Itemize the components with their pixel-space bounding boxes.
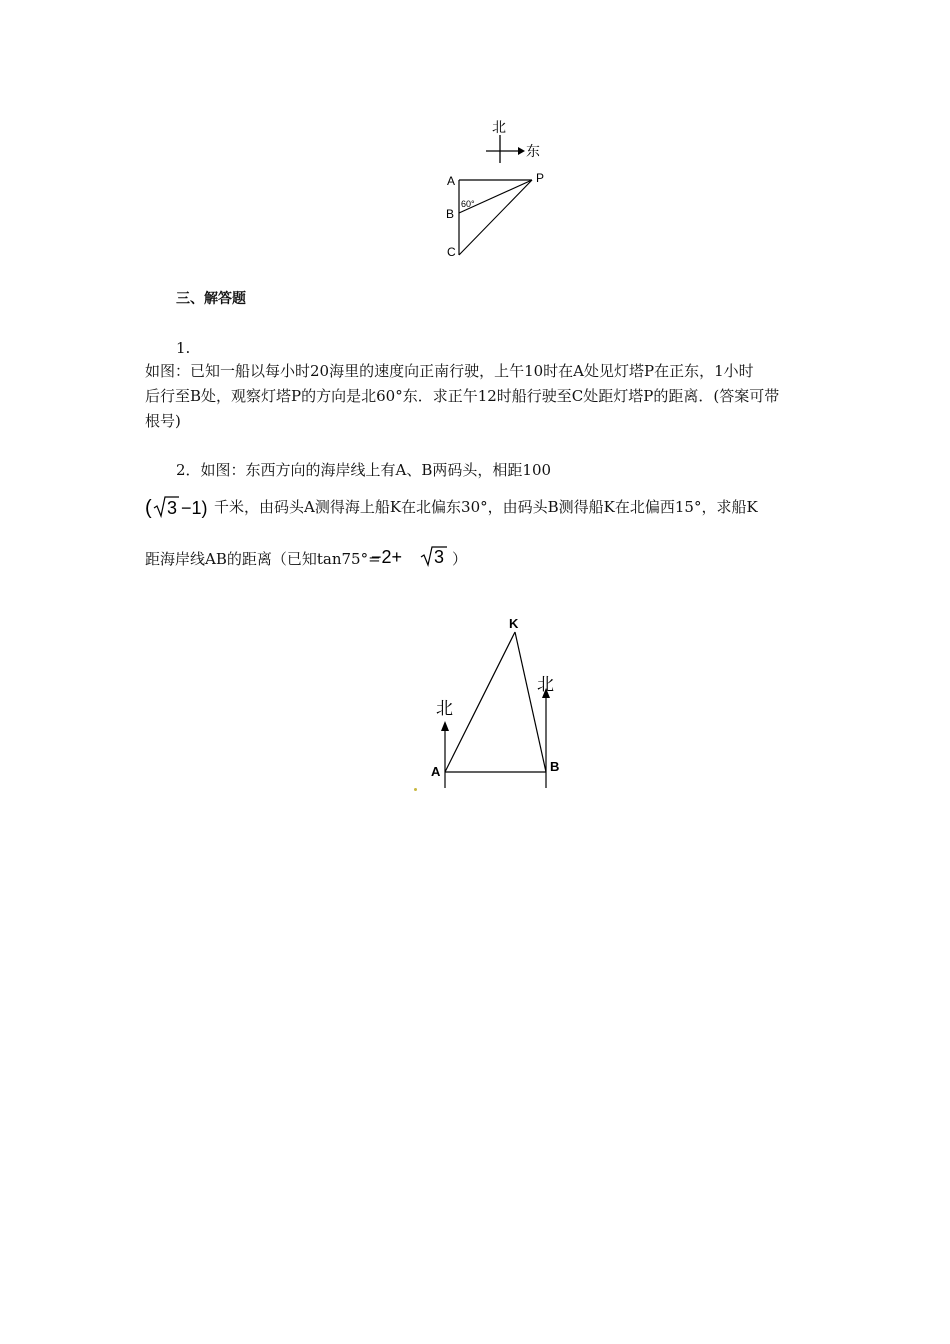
tan75-value-expression — [371, 544, 461, 574]
segment-ak — [445, 632, 515, 772]
angle-label: 60° — [461, 199, 475, 209]
section-heading: 三、解答题 — [176, 291, 246, 307]
stray-mark — [414, 788, 417, 791]
tan-sqrt-number: 3 — [434, 547, 445, 567]
question-1-line-1: 如图：已知一船以每小时20海里的速度向正南行驶，上午10时在A处见灯塔P在正东，1小时 — [145, 362, 754, 380]
point-a-label: A — [447, 174, 456, 188]
sqrt3-minus-1-expression — [145, 494, 213, 520]
compass-north-label: 北 — [492, 119, 506, 135]
point-p-label: P — [536, 171, 545, 185]
question-1-line-2: 后行至B处，观察灯塔P的方向是北60°东．求正午12时船行驶至C处距灯塔P的距离．(答案可带 — [145, 387, 780, 405]
figure-lighthouse-diagram — [430, 110, 570, 265]
compass-east-arrowhead — [518, 147, 525, 155]
question-2-line-2: 千米，由码头A测得海上船K在北偏东30°，由码头B测得船K在北偏西15°，求船K — [214, 498, 758, 516]
point-b-label-fig2: B — [550, 759, 560, 774]
question-2-distance-expression — [145, 494, 213, 520]
question-1-line-3: 根号) — [145, 412, 181, 430]
question-2-line-1: 2．如图：东西方向的海岸线上有A、B两码头，相距100 — [176, 461, 552, 479]
north-arrow-a-head — [441, 721, 449, 731]
point-k-label: K — [509, 616, 519, 631]
expr-open-paren: ( — [145, 497, 152, 519]
tan-expr-minus-two: −2+ — [371, 547, 403, 567]
figure-ship-triangle-diagram — [425, 610, 575, 800]
compass-east-label: 东 — [526, 143, 540, 159]
question-2-line-3: 距海岸线AB的距离（已知tan75°= — [145, 550, 381, 568]
minus-2-plus-sqrt3 — [371, 544, 461, 570]
point-c-label: C — [447, 245, 456, 259]
question-2-line-3-end: ） — [452, 550, 468, 568]
expr-sqrt-number: 3 — [167, 498, 178, 518]
north-label-b: 北 — [537, 675, 554, 694]
question-1-number: 1. — [176, 339, 191, 357]
expr-minus-one: −1) — [181, 498, 208, 518]
point-a-label-fig2: A — [431, 764, 441, 779]
north-label-a: 北 — [436, 699, 453, 718]
segment-cp — [459, 180, 532, 255]
segment-bk — [515, 632, 546, 772]
point-b-label: B — [446, 207, 455, 221]
